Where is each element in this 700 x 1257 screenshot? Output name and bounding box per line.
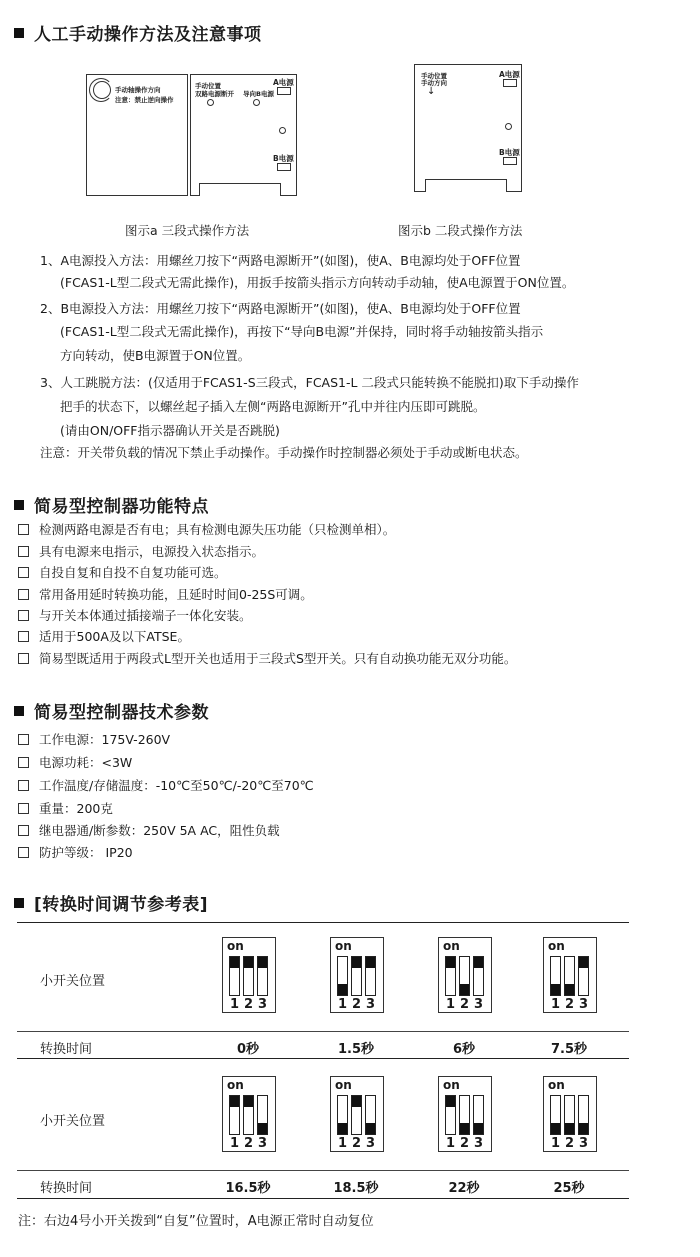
dip-switch-number: 3 bbox=[365, 1136, 376, 1151]
feature-item: 与开关本体通过插接端子一体化安装。 bbox=[18, 606, 252, 624]
dip-switch-slot bbox=[459, 1095, 470, 1135]
figure-a-label-guide-b: 导向B电源 bbox=[243, 90, 274, 98]
figure-a-warning-text: 注意：禁止逆向操作 bbox=[115, 96, 174, 104]
dip-switch-number: 2 bbox=[351, 1136, 362, 1151]
table-rule bbox=[17, 1198, 629, 1199]
instruction-line: (FCAS1-L型二段式无需此操作)，再按下“导向B电源”并保持，同时将手动轴按箭头指示 bbox=[60, 324, 544, 339]
dip-switch-knob-up bbox=[230, 1096, 239, 1107]
hole-icon bbox=[505, 123, 512, 130]
figure-b-b-indicator bbox=[503, 157, 517, 165]
dip-switch-number: 2 bbox=[243, 1136, 254, 1151]
dip-switch-number: 1 bbox=[445, 1136, 456, 1151]
bullet-square-icon bbox=[14, 706, 24, 716]
checkbox-icon bbox=[18, 734, 29, 745]
switch-time-value: 18.5秒 bbox=[333, 1181, 379, 1196]
dip-switch-slot bbox=[365, 956, 376, 996]
dip-switch-number: 2 bbox=[459, 997, 470, 1012]
figure-a-direction-text: 手动轴操作方向 bbox=[115, 86, 161, 94]
feature-item: 具有电源来电指示，电源投入状态指示。 bbox=[18, 542, 264, 560]
dip-switch-number: 1 bbox=[445, 997, 456, 1012]
dip-switch-number: 1 bbox=[550, 997, 561, 1012]
figure-b-panel bbox=[414, 64, 522, 192]
feature-item: 简易型既适用于两段式L型开关也适用于三段式S型开关。只有自动换功能无双分功能。 bbox=[18, 649, 516, 667]
dip-switch-knob-up bbox=[244, 957, 253, 968]
dip-switch-number: 3 bbox=[257, 997, 268, 1012]
dip-switch-diagram bbox=[438, 937, 492, 1013]
figure-a-bottom-notch bbox=[199, 183, 281, 196]
dip-switch-knob-down bbox=[565, 984, 574, 995]
section-title-specs: 简易型控制器技术参数 bbox=[14, 698, 209, 723]
dip-switch-number: 3 bbox=[578, 1136, 589, 1151]
dip-switch-knob-down bbox=[258, 1123, 267, 1134]
dip-switch-knob-down bbox=[460, 1123, 469, 1134]
checkbox-icon bbox=[18, 825, 29, 836]
figure-b-caption: 图示b 二段式操作方法 bbox=[398, 223, 523, 238]
dip-switch-slot bbox=[351, 1095, 362, 1135]
dip-switch-knob-up bbox=[244, 1096, 253, 1107]
dip-switch-knob-down bbox=[551, 1123, 560, 1134]
dip-switch-diagram bbox=[330, 937, 384, 1013]
dip-on-label: on bbox=[443, 939, 460, 953]
section-title-manual-operation: 人工手动操作方法及注意事项 bbox=[14, 20, 262, 45]
figure-b-b-source: B电源 bbox=[499, 148, 520, 157]
dip-switch-diagram bbox=[222, 1076, 276, 1152]
checkbox-icon bbox=[18, 546, 29, 557]
dip-switch-slot bbox=[243, 1095, 254, 1135]
dip-on-label: on bbox=[548, 1078, 565, 1092]
switch-time-value: 7.5秒 bbox=[550, 1042, 588, 1057]
dip-on-label: on bbox=[227, 1078, 244, 1092]
spec-item: 继电器通/断参数：250V 5A AC，阻性负载 bbox=[18, 821, 280, 839]
dip-switch-number: 3 bbox=[473, 997, 484, 1012]
switch-time-value: 6秒 bbox=[452, 1042, 476, 1057]
dip-switch-number: 2 bbox=[351, 997, 362, 1012]
dip-switch-number: 2 bbox=[564, 1136, 575, 1151]
row-label-switch-position: 小开关位置 bbox=[40, 974, 106, 989]
spec-item: 工作温度/存储温度：-10℃至50℃/-20℃至70℃ bbox=[18, 776, 314, 794]
table-rule bbox=[17, 1031, 629, 1032]
hole-icon bbox=[279, 127, 286, 134]
feature-item: 适用于500A及以下ATSE。 bbox=[18, 627, 190, 645]
switch-time-value: 1.5秒 bbox=[337, 1042, 375, 1057]
spec-item: 电源功耗：<3W bbox=[18, 753, 132, 771]
dip-switch-diagram bbox=[543, 937, 597, 1013]
section-title-switch-table: [转换时间调节参考表] bbox=[14, 890, 208, 915]
row-label-switch-position: 小开关位置 bbox=[40, 1114, 106, 1129]
dip-switch-slot bbox=[473, 956, 484, 996]
row-label-switch-time: 转换时间 bbox=[40, 1181, 93, 1196]
figure-b-label-manual: 手动位置 bbox=[421, 72, 447, 80]
dip-switch-slot bbox=[459, 956, 470, 996]
dip-on-label: on bbox=[335, 939, 352, 953]
switch-time-value: 22秒 bbox=[448, 1181, 480, 1196]
dip-switch-number: 1 bbox=[337, 1136, 348, 1151]
dip-switch-knob-up bbox=[474, 957, 483, 968]
figure-a-left-panel bbox=[86, 74, 188, 196]
table-footnote: 注：右边4号小开关拨到“自复”位置时，A电源正常时自动复位 bbox=[18, 1214, 374, 1229]
dip-switch-knob-up bbox=[579, 957, 588, 968]
table-rule bbox=[17, 922, 629, 923]
dip-switch-knob-up bbox=[446, 1096, 455, 1107]
checkbox-icon bbox=[18, 567, 29, 578]
dip-switch-diagram bbox=[438, 1076, 492, 1152]
figure-a-label-manual: 手动位置 bbox=[195, 82, 221, 90]
hole-icon bbox=[253, 99, 260, 106]
checkbox-icon bbox=[18, 631, 29, 642]
dip-switch-diagram bbox=[330, 1076, 384, 1152]
dip-switch-knob-down bbox=[551, 984, 560, 995]
figure-b-a-source: A电源 bbox=[499, 70, 520, 79]
dip-switch-slot bbox=[550, 956, 561, 996]
down-arrow-icon: ↓ bbox=[427, 86, 436, 97]
dip-switch-number: 1 bbox=[337, 997, 348, 1012]
dip-on-label: on bbox=[227, 939, 244, 953]
dip-on-label: on bbox=[548, 939, 565, 953]
dip-switch-number: 1 bbox=[229, 997, 240, 1012]
dip-switch-knob-down bbox=[460, 984, 469, 995]
dip-switch-knob-down bbox=[579, 1123, 588, 1134]
checkbox-icon bbox=[18, 610, 29, 621]
instruction-line: (FCAS1-L型二段式无需此操作)，用扳手按箭头指示方向转动手动轴，使A电源置于ON位置。 bbox=[60, 275, 575, 290]
dip-switch-number: 2 bbox=[459, 1136, 470, 1151]
figure-a-a-indicator bbox=[277, 87, 291, 95]
dip-switch-number: 1 bbox=[229, 1136, 240, 1151]
rotation-arrow-icon bbox=[89, 78, 113, 102]
dip-switch-slot bbox=[445, 1095, 456, 1135]
dip-switch-slot bbox=[473, 1095, 484, 1135]
figure-b-bottom-notch bbox=[425, 179, 507, 192]
instruction-line: 方向转动，使B电源置于ON位置。 bbox=[60, 348, 251, 363]
dip-switch-knob-up bbox=[366, 957, 375, 968]
dip-switch-knob-down bbox=[565, 1123, 574, 1134]
dip-switch-slot bbox=[578, 956, 589, 996]
instruction-line: 把手的状态下，以螺丝起子插入左侧“两路电源断开”孔中并往内压即可跳脱。 bbox=[60, 399, 486, 414]
dip-switch-number: 3 bbox=[365, 997, 376, 1012]
dip-switch-knob-down bbox=[366, 1123, 375, 1134]
dip-switch-slot bbox=[257, 1095, 268, 1135]
dip-switch-knob-up bbox=[352, 1096, 361, 1107]
dip-switch-knob-down bbox=[474, 1123, 483, 1134]
dip-switch-number: 2 bbox=[564, 997, 575, 1012]
instruction-line: (请由ON/OFF指示器确认开关是否跳脱) bbox=[60, 423, 280, 438]
instruction-line: 2、B电源投入方法：用螺丝刀按下“两路电源断开”(如图)，使A、B电源均处于OFF位置 bbox=[40, 301, 521, 316]
feature-item: 自投自复和自投不自复功能可选。 bbox=[18, 563, 227, 581]
dip-switch-slot bbox=[337, 1095, 348, 1135]
dip-switch-slot bbox=[337, 956, 348, 996]
dip-switch-knob-down bbox=[338, 984, 347, 995]
dip-switch-number: 2 bbox=[243, 997, 254, 1012]
checkbox-icon bbox=[18, 757, 29, 768]
dip-switch-diagram bbox=[222, 937, 276, 1013]
spec-item: 防护等级： IP20 bbox=[18, 843, 133, 861]
feature-item: 检测两路电源是否有电；具有检测电源失压功能（只检测单相）。 bbox=[18, 520, 395, 538]
row-label-switch-time: 转换时间 bbox=[40, 1042, 93, 1057]
switch-time-value: 25秒 bbox=[553, 1181, 585, 1196]
instruction-line: 3、人工跳脱方法：(仅适用于FCAS1-S三段式，FCAS1-L 二段式只能转换不能脱扣)取下手动操作 bbox=[40, 375, 579, 390]
figure-a-caption: 图示a 三段式操作方法 bbox=[125, 223, 250, 238]
bullet-square-icon bbox=[14, 28, 24, 38]
dip-switch-slot bbox=[365, 1095, 376, 1135]
dip-switch-slot bbox=[578, 1095, 589, 1135]
caution-note: 注意：开关带负载的情况下禁止手动操作。手动操作时控制器必须处于手动或断电状态。 bbox=[40, 445, 528, 460]
dip-switch-slot bbox=[257, 956, 268, 996]
dip-switch-diagram bbox=[543, 1076, 597, 1152]
dip-switch-number: 3 bbox=[473, 1136, 484, 1151]
dip-switch-knob-up bbox=[230, 957, 239, 968]
bullet-square-icon bbox=[14, 500, 24, 510]
figure-a-right-panel bbox=[190, 74, 297, 196]
checkbox-icon bbox=[18, 589, 29, 600]
dip-switch-slot bbox=[229, 1095, 240, 1135]
dip-switch-knob-down bbox=[338, 1123, 347, 1134]
checkbox-icon bbox=[18, 653, 29, 664]
figure-b-label-direction: 手动方向 bbox=[421, 79, 447, 87]
dip-switch-slot bbox=[564, 1095, 575, 1135]
figure-a-b-indicator bbox=[277, 163, 291, 171]
spec-item: 工作电源：175V-260V bbox=[18, 730, 170, 748]
figure-b-a-indicator bbox=[503, 79, 517, 87]
dip-switch-knob-up bbox=[352, 957, 361, 968]
dip-switch-knob-up bbox=[446, 957, 455, 968]
dip-switch-slot bbox=[229, 956, 240, 996]
figure-a-b-source: B电源 bbox=[273, 154, 294, 163]
switch-time-value: 16.5秒 bbox=[225, 1181, 271, 1196]
dip-switch-slot bbox=[564, 956, 575, 996]
checkbox-icon bbox=[18, 524, 29, 535]
dip-switch-knob-up bbox=[258, 957, 267, 968]
section-title-features: 简易型控制器功能特点 bbox=[14, 492, 209, 517]
dip-switch-number: 1 bbox=[550, 1136, 561, 1151]
checkbox-icon bbox=[18, 847, 29, 858]
spec-item: 重量：200克 bbox=[18, 799, 113, 817]
table-rule bbox=[17, 1170, 629, 1171]
dip-switch-slot bbox=[445, 956, 456, 996]
switch-time-value: 0秒 bbox=[236, 1042, 260, 1057]
figure-a-a-source: A电源 bbox=[273, 78, 294, 87]
table-rule bbox=[17, 1058, 629, 1059]
bullet-square-icon bbox=[14, 898, 24, 908]
dip-switch-number: 3 bbox=[257, 1136, 268, 1151]
instruction-line: 1、A电源投入方法：用螺丝刀按下“两路电源断开”(如图)，使A、B电源均处于OFF位置 bbox=[40, 253, 521, 268]
hole-icon bbox=[207, 99, 214, 106]
figure-a-label-both-off: 双路电源断开 bbox=[195, 90, 234, 98]
dip-switch-number: 3 bbox=[578, 997, 589, 1012]
dip-on-label: on bbox=[335, 1078, 352, 1092]
dip-on-label: on bbox=[443, 1078, 460, 1092]
checkbox-icon bbox=[18, 803, 29, 814]
dip-switch-slot bbox=[351, 956, 362, 996]
dip-switch-slot bbox=[243, 956, 254, 996]
checkbox-icon bbox=[18, 780, 29, 791]
feature-item: 常用备用延时转换功能，且延时时间0-25S可调。 bbox=[18, 585, 313, 603]
dip-switch-slot bbox=[550, 1095, 561, 1135]
